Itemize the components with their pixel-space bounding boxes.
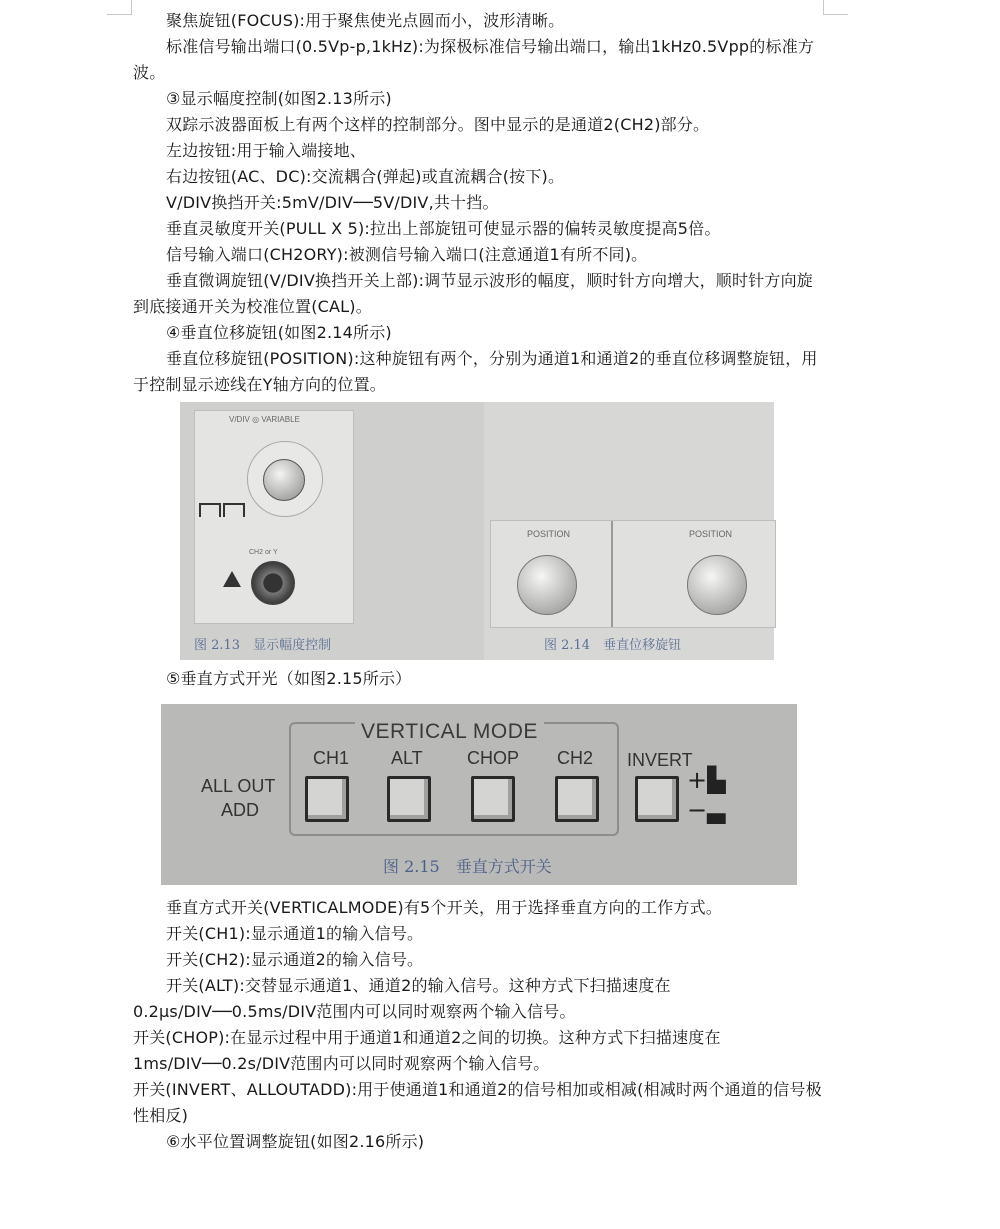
ch2-label: CH2 <box>557 748 594 768</box>
figure-2-14-caption: 图 2.14 垂直位移旋钮 <box>544 638 682 653</box>
paragraph: 开关(CH2):显示通道2的输入信号。 <box>166 950 424 969</box>
position-label-left: POSITION <box>527 529 571 539</box>
position-knob-left-icon <box>517 555 577 615</box>
chop-button-icon <box>471 776 515 822</box>
paragraph: 垂直方式开关(VERTICALMODE)有5个开关，用于选择垂直方向的工作方式。 <box>166 898 723 917</box>
paragraph: V/DIV换挡开关:5mV/DIV──5V/DIV,共十挡。 <box>166 193 499 212</box>
figure-2-13-caption: 图 2.13 显示幅度控制 <box>194 638 332 653</box>
figure-2-15-caption: 图 2.15 垂直方式开关 <box>383 857 552 876</box>
figure-2-13-2-14-photo <box>180 402 774 660</box>
paragraph-group <box>133 895 825 1155</box>
minus-polarity-icon: −▃ <box>687 796 726 824</box>
all-out-label: ALL OUT <box>201 776 276 796</box>
alt-label: ALT <box>391 748 423 768</box>
chop-label: CHOP <box>467 748 520 768</box>
show-through-text <box>356 412 766 434</box>
bnc-input-icon <box>251 561 295 605</box>
paragraph: 聚焦旋钮(FOCUS):用于聚焦使光点圆而小，波形清晰。 <box>166 11 565 30</box>
ch1-button-icon <box>305 776 349 822</box>
paragraph: 左边按钮:用于输入端接地、 <box>166 141 366 160</box>
paragraph: 垂直灵敏度开关(PULL X 5):拉出上部旋钮可使显示器的偏转灵敏度提高5倍。 <box>166 219 721 238</box>
paragraph: 信号输入端口(CH2ORY):被测信号输入端口(注意通道1有所不同)。 <box>166 245 648 264</box>
alt-button-icon <box>387 776 431 822</box>
add-label: ADD <box>221 800 260 820</box>
figure-2-15-photo <box>161 704 797 885</box>
paragraph: 垂直微调旋钮(V/DIV换挡开关上部):调节显示波形的幅度，顺时针方向增大，顺时针方向旋到底接通开关为校准位置(CAL)。 <box>133 271 813 316</box>
paragraph: ③显示幅度控制(如图2.13所示) <box>166 89 392 108</box>
paragraph: 开关(INVERT、ALLOUTADD):用于使通道1和通道2的信号相加或相减(相减时两个通道的信号极性相反) <box>133 1080 822 1125</box>
invert-label: INVERT <box>627 750 693 770</box>
paragraph: 右边按钮(AC、DC):交流耦合(弹起)或直流耦合(按下)。 <box>166 167 565 186</box>
warning-icon <box>223 571 241 587</box>
document-page <box>133 8 825 1155</box>
vdiv-panel <box>194 410 354 624</box>
panel-divider <box>611 521 613 627</box>
input-label: CH2 or Y <box>249 549 278 556</box>
page-corner-mark <box>107 0 132 15</box>
paragraph: 标准信号输出端口(0.5Vp-p,1kHz):为探极标准信号输出端口，输出1kHz0.5Vpp的标准方波。 <box>133 37 815 82</box>
position-knob-right-icon <box>687 555 747 615</box>
paragraph: 开关(CH1):显示通道1的输入信号。 <box>166 924 424 943</box>
figure-2-14 <box>490 520 776 628</box>
paragraph: ④垂直位移旋钮(如图2.14所示) <box>166 323 392 342</box>
ch1-label: CH1 <box>313 748 350 768</box>
vertical-mode-title: VERTICAL MODE <box>355 720 544 744</box>
figure-2-13 <box>180 402 484 660</box>
paragraph-group <box>133 8 825 398</box>
page-corner-mark <box>823 0 848 15</box>
paragraph: ⑥水平位置调整旋钮(如图2.16所示) <box>166 1132 425 1151</box>
acdc-button-icon <box>223 503 245 517</box>
paragraph: 垂直位移旋钮(POSITION):这种旋钮有两个，分别为通道1和通道2的垂直位移调整旋钮，用于控制显示迹线在Y轴方向的位置。 <box>133 349 818 394</box>
ch2-button-icon <box>555 776 599 822</box>
paragraph: 开关(CHOP):在显示过程中用于通道1和通道2之间的切换。这种方式下扫描速度在1ms/DIV──0.2s/DIV范围内可以同时观察两个输入信号。 <box>133 1028 721 1073</box>
paragraph: 开关(ALT):交替显示通道1、通道2的输入信号。这种方式下扫描速度在0.2μs/DIV──0.5ms/DIV范围内可以同时观察两个输入信号。 <box>133 976 671 1021</box>
invert-button-icon <box>635 776 679 822</box>
plus-polarity-icon: +▙ <box>687 766 726 794</box>
position-label-right: POSITION <box>689 529 733 539</box>
gnd-button-icon <box>199 503 221 517</box>
vdiv-panel-title: V/DIV ◎ VARIABLE <box>229 415 300 424</box>
vdiv-knob-icon <box>263 459 305 501</box>
section-heading-5: ⑤垂直方式开光（如图2.15所示） <box>166 669 412 688</box>
paragraph: 双踪示波器面板上有两个这样的控制部分。图中显示的是通道2(CH2)部分。 <box>166 115 710 134</box>
